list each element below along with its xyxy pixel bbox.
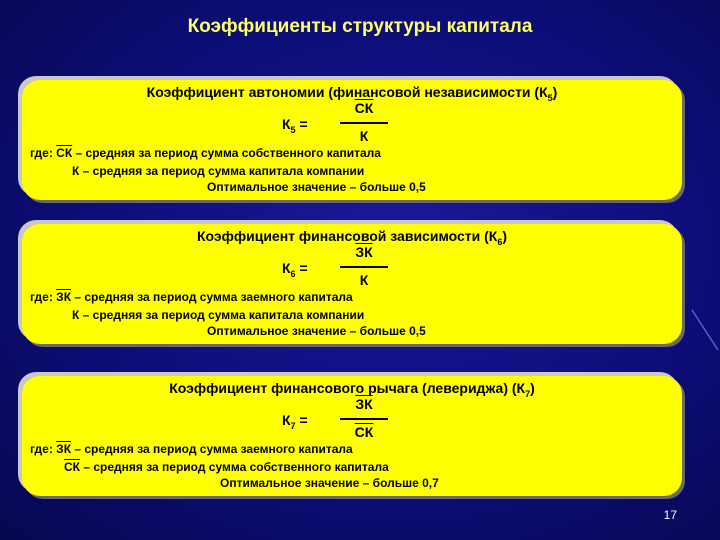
definition-line-2: К – средняя за период сумма капитала компании	[72, 164, 365, 178]
card-heading: Коэффициент автономии (финансовой независимости $(К_5)$	[146, 84, 558, 103]
definition-line-2: К – средняя за период сумма капитала компании	[72, 308, 365, 322]
page-number: 17	[663, 508, 677, 522]
definition-line-1: где: СК – средняя за период сумма собственного капитала	[30, 146, 381, 160]
formula	[282, 244, 402, 294]
definition-line-1: где: ЗК – средняя за период сумма заемного капитала	[30, 290, 353, 304]
definition-line-1: где: ЗК – средняя за период сумма заемного капитала	[30, 442, 353, 456]
denominator: К	[359, 128, 369, 144]
fraction-bar	[340, 266, 388, 268]
definition-line-2: СК – средняя за период сумма собственного капитала	[64, 460, 389, 474]
dependence-ratio-card	[22, 224, 682, 344]
leverage-ratio-card	[22, 376, 682, 496]
formula	[282, 396, 402, 446]
numerator: СК	[354, 100, 374, 116]
formula-lhs: $К_7$ =	[282, 412, 308, 431]
slide-title: Коэффициенты структуры капитала	[187, 16, 533, 37]
optimal-value: Оптимальное значение – больше 0,7	[220, 476, 439, 490]
autonomy-ratio-card	[22, 80, 682, 200]
optimal-value: Оптимальное значение – больше 0,5	[207, 324, 426, 338]
numerator: ЗК	[355, 244, 373, 260]
card-heading: Коэффициент финансовой зависимости $(К_6)$	[196, 228, 508, 247]
fraction-bar	[340, 418, 388, 420]
card-heading: Коэффициент финансового рычага (левериджа) $(К_7)$	[169, 380, 535, 399]
numerator: ЗК	[355, 396, 373, 412]
denominator: СК	[354, 424, 374, 440]
fraction-bar	[340, 122, 388, 124]
optimal-value: Оптимальное значение – больше 0,5	[207, 180, 426, 194]
formula-lhs: $К_5$ =	[282, 116, 308, 135]
decorative-line	[690, 300, 720, 360]
formula-lhs: $К_6$ =	[282, 260, 308, 279]
denominator: К	[359, 272, 369, 288]
formula	[282, 100, 402, 150]
